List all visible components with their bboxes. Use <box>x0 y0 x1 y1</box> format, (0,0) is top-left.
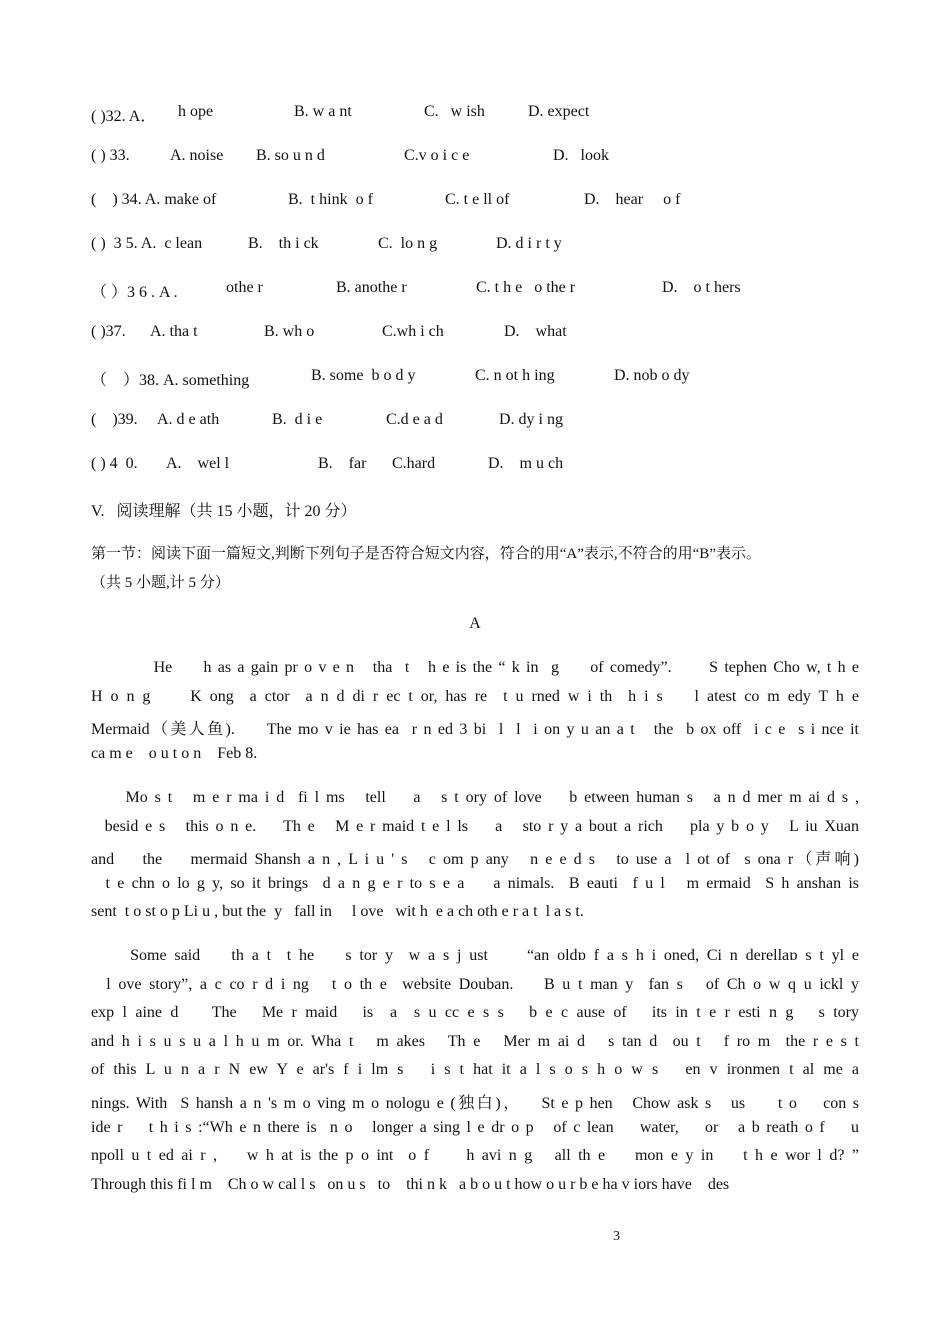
question-number: ( ) 34. A. make of <box>91 191 217 208</box>
passage-line: nings. With S hansh a n 's m o ving m o nologu e (独白)， St e p hen Chow ask s us t o con s <box>91 1095 859 1112</box>
option-c: C. t e ll of <box>445 191 510 208</box>
question-number: ( )32. A． <box>91 108 157 125</box>
option-c: C.hard <box>392 455 436 472</box>
option-d: D. nob o dy <box>614 367 690 384</box>
option-a: othe r <box>226 279 263 296</box>
option-a: A. noise <box>170 147 224 164</box>
section-instruction-2: （共 5 小题,计 5 分） <box>91 575 230 591</box>
option-d: D. m u ch <box>488 455 564 472</box>
option-b: B. so u n d <box>256 147 325 164</box>
option-a: A. d e ath <box>157 411 220 428</box>
passage-line: l ove story”, a c co r d i ng t o th e website Douban. B u t man y fan s of Ch o w q u ickl y <box>91 975 859 993</box>
option-c: C.wh i ch <box>382 323 444 340</box>
option-d: D. dy i ng <box>499 411 563 428</box>
option-b: B. th i ck <box>248 235 319 252</box>
option-b: B. wh o <box>264 323 315 340</box>
section-title: V. 阅读理解（共 15 小题，计 20 分） <box>91 503 357 520</box>
passage-line: besid e s this o n e. Th e M e r maid t e l ls a sto r y a bout a rich pla y b o y L iu Xuan <box>91 817 859 835</box>
option-a: A. tha t <box>150 323 198 340</box>
passage-line: He h as a gain pr o v e n tha t h e is the “ k in g of comedy”. S tephen Cho w, t h e <box>91 659 859 676</box>
option-c: C. t h e o the r <box>476 279 576 296</box>
option-d: D. what <box>504 323 567 340</box>
option-d: D. o t hers <box>662 279 741 296</box>
question-number: （ ）38. A. something <box>91 372 250 389</box>
passage-line: and the mermaid Shansh a n , L i u ' s c om p any n e e d s to use a l ot of s ona r（声响) <box>91 851 859 869</box>
option-b: B. far <box>318 455 367 472</box>
passage-line: Mermaid（美人鱼). The mo v ie has ea r n ed 3 bi l l i on y u an a t the b ox off i c e s i nce it <box>91 721 859 739</box>
option-d: D. hear o f <box>584 191 681 208</box>
passage-line: npoll u t ed ai r , w h at is the p o int o f h avi n g all th e mon e y in t h e wor l d? ” <box>91 1147 859 1165</box>
option-d: D. d i r t y <box>496 235 562 252</box>
passage-line: Some said th a t t he s tor y w a s j ust “an oldɒ f a s h i oned, Ci n derellaɒ s t yl e <box>91 947 859 964</box>
passage-line: exp l aine d The Me r maid is a s u cc e s s b e c ause of its in t e r esti n g s tory <box>91 1004 859 1022</box>
option-b: B. anothe r <box>336 279 407 296</box>
passage-label: A <box>469 615 481 632</box>
section-instruction: 第一节：阅读下面一篇短文,判断下列句子是否符合短文内容，符合的用“A”表示,不符合的用“B”表示。 <box>91 546 761 562</box>
option-d: D. look <box>553 147 609 164</box>
option-c: C.d e a d <box>386 411 443 428</box>
option-c: C. n ot h ing <box>475 367 555 384</box>
option-b: B. t hink o f <box>288 191 373 208</box>
question-number: ( ) 3 5. A. c lean <box>91 235 203 252</box>
option-b: B. w a nt <box>294 103 352 120</box>
question-number: ( ) 4 0. <box>91 455 138 472</box>
passage-line: ide r t h i s :“Wh e n there is n o longer a sing l e dr o p of c lean water, or a b reath o f u <box>91 1118 859 1136</box>
question-number: ( )39. <box>91 411 138 428</box>
passage-line: H o n g K ong a ctor a n d di r ec t or, has re t u rned w i th h i s l atest co m edy T h e <box>91 687 859 705</box>
passage-line: t e chn o lo g y, so it brings d a n g e r to s e a a nimals. B eauti f u l m ermaid S h anshan is <box>91 874 859 892</box>
question-number: ( ) 33. <box>91 147 130 164</box>
option-a: h ope <box>178 103 214 120</box>
passage-line: and h i s u s u a l h u m or. Wha t m akes Th e Mer m ai d s tan d ou t f ro m the r e s t <box>91 1032 859 1050</box>
option-a: A. wel l <box>166 455 230 472</box>
question-number: （ ）3 6 . A . <box>91 284 178 301</box>
passage-line: ca m e o u t o n Feb 8. <box>91 744 258 762</box>
passage-line: sent t o st o p Li u , but the y fall in l ove wit h e a ch oth e r a t l a s t. <box>91 903 584 921</box>
question-number: ( )37. <box>91 323 126 340</box>
option-b: B. d i e <box>272 411 323 428</box>
option-c: C. w ish <box>424 103 485 120</box>
passage-line: Mo s t m e r ma i d fi l ms tell a s t ory of love b etween human s a n d mer m ai d s , <box>91 789 859 806</box>
option-c: C. lo n g <box>378 235 438 252</box>
option-c: C.v o i c e <box>404 147 470 164</box>
page-number: 3 <box>613 1229 620 1244</box>
option-d: D. expect <box>528 103 590 120</box>
passage-line: of this L u n a r N ew Y e ar's f i lm s i s t hat it a l s o s h o w s en v ironmen t al me a <box>91 1061 859 1079</box>
option-b: B. some b o d y <box>311 367 416 384</box>
passage-line: Through this fi l m Ch o w cal l s on u s to thi n k a b o u t how o u r b e ha v iors have des <box>91 1175 730 1193</box>
